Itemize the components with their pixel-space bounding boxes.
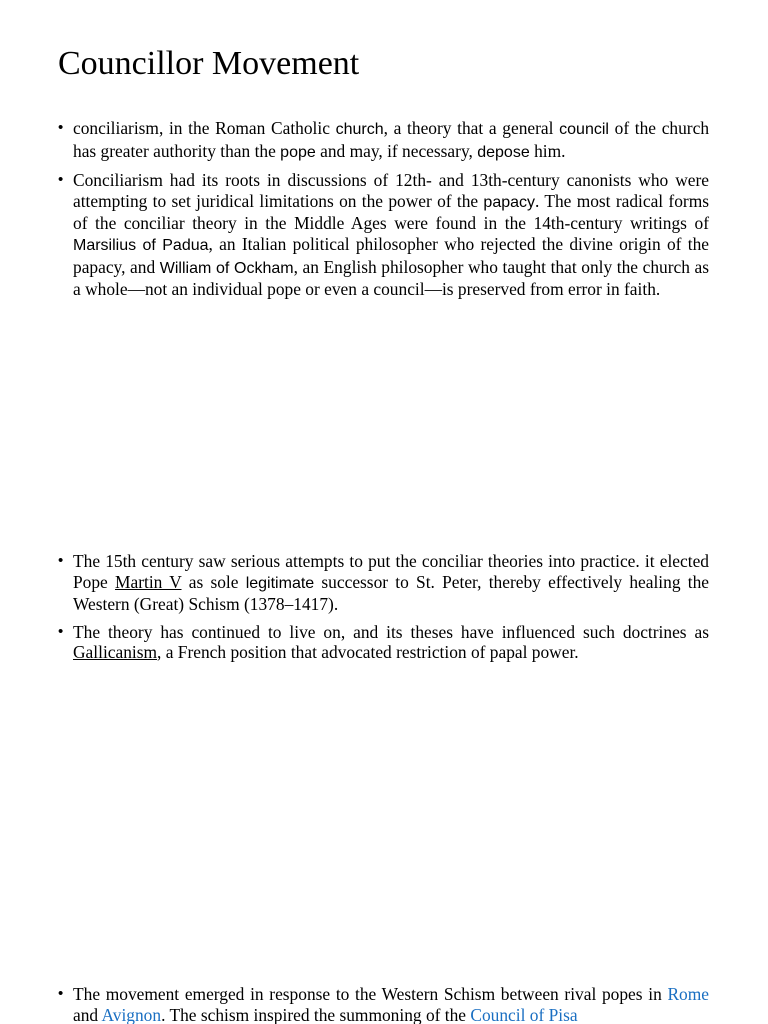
text: him. xyxy=(529,140,566,161)
text: The 15th century saw serious attempts to put the conciliar theories into practice. it elected Pope xyxy=(73,551,709,592)
council-of-pisa-link[interactable]: Council of Pisa xyxy=(470,1004,578,1024)
list-item xyxy=(58,170,709,300)
text: , an Italian political philosopher who rejected the divine origin of the papacy, and xyxy=(73,233,709,277)
bullet-list-section-2 xyxy=(58,551,709,670)
bullet-list-section-3 xyxy=(58,984,709,1024)
text: successor to St. Peter, thereby effectively healing the Western (Great) Schism (1378–1417). xyxy=(73,571,709,615)
list-item xyxy=(58,551,709,615)
depose-term: depose xyxy=(477,143,530,161)
text: and may, if necessary, xyxy=(315,140,478,161)
text: conciliarism, in the Roman Catholic xyxy=(73,118,336,138)
papacy-term: papacy xyxy=(483,193,536,211)
gallicanism-link[interactable]: Gallicanism xyxy=(73,642,158,663)
church-term: church xyxy=(335,121,384,138)
text: , a French position that advocated restriction of papal power. xyxy=(157,642,579,663)
text: , a theory that a general xyxy=(383,118,560,138)
text: and xyxy=(73,1004,102,1024)
page-title: Councillor Movement xyxy=(58,45,360,82)
marsilius-term: Marsilius of Padua xyxy=(73,236,209,254)
pope-term: pope xyxy=(280,143,316,161)
list-item xyxy=(58,984,709,1024)
martin-v-link[interactable]: Martin V xyxy=(115,571,182,592)
ockham-term: William of Ockham xyxy=(159,259,294,277)
text: of the church has greater authority than the xyxy=(73,118,710,161)
text: Conciliarism had its roots in discussions of 12th- and 13th-century canonists who were attempting to set juridical limitations on the power of the xyxy=(73,170,709,211)
text: The movement emerged in response to the Western Schism between rival popes in xyxy=(73,984,668,1004)
rome-link[interactable]: Rome xyxy=(667,984,709,1004)
list-item xyxy=(58,118,709,163)
avignon-link[interactable]: Avignon xyxy=(101,1004,162,1024)
text: as sole xyxy=(181,571,246,592)
legitimate-term: legitimate xyxy=(245,574,315,592)
text: The theory has continued to live on, and its theses have influenced such doctrines as xyxy=(73,621,709,642)
text: . The schism inspired the summoning of the xyxy=(161,1004,471,1024)
text: . The most radical forms of the conciliar theory in the Middle Ages were found in the 14th-century writings of xyxy=(73,190,709,234)
text: , an English philosopher who taught that only the church as a whole—not an individual pope or even a council—is preserved from error in faith. xyxy=(73,256,710,300)
bullet-list-section-1 xyxy=(58,118,709,307)
council-term: council xyxy=(559,121,609,138)
list-item xyxy=(58,622,709,663)
